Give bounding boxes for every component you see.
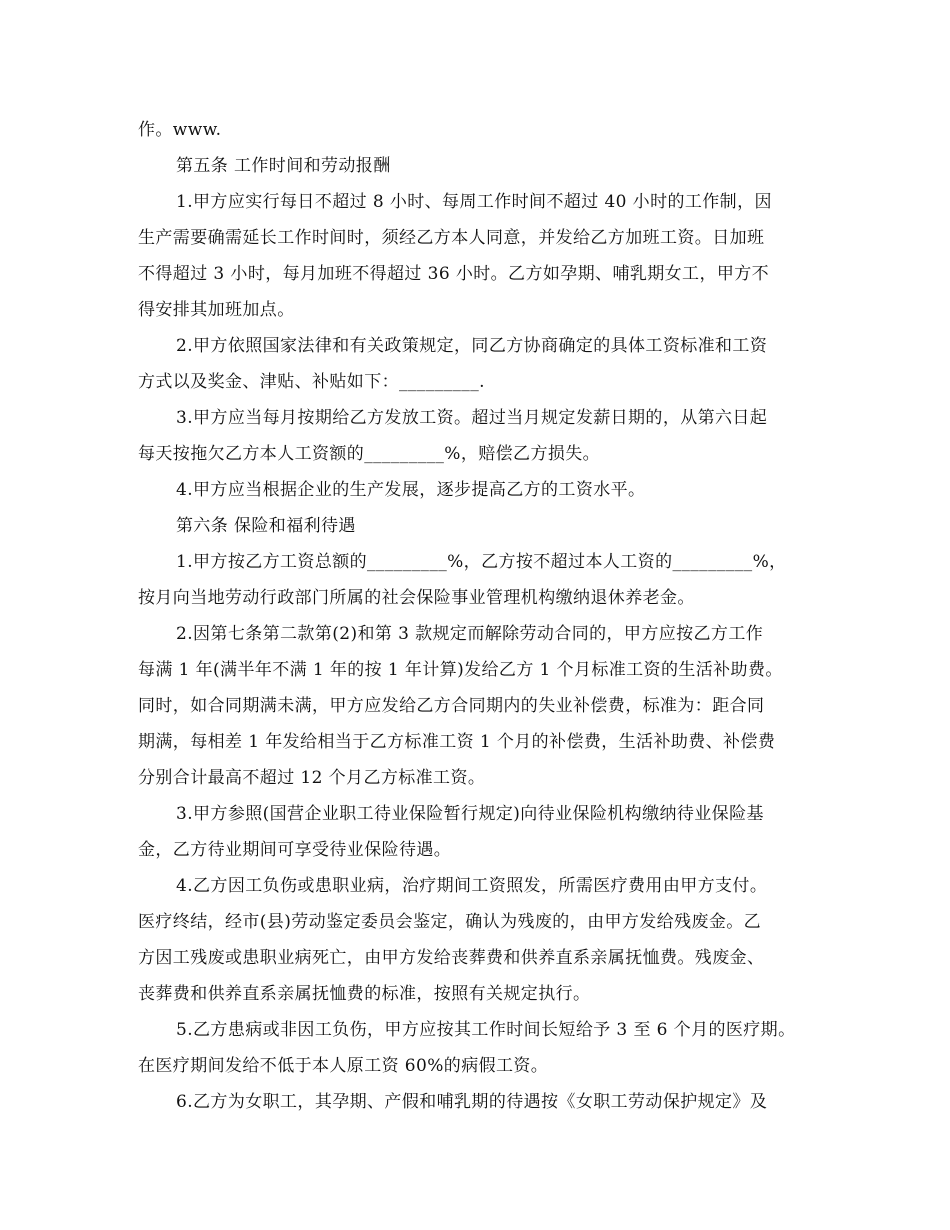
text-line: 得安排其加班加点。 [138,300,295,320]
text-line: 医疗终结，经市(县)劳动鉴定委员会鉴定，确认为残废的，由甲方发给残废金。乙 [138,912,762,932]
document-page [138,112,838,1120]
text-line: 1.甲方按乙方工资总额的_________%，乙方按不超过本人工资的_________%， [176,552,787,572]
text-line: 方因工残废或患职业病死亡，由甲方发给丧葬费和供养直系亲属抚恤费。残废金、 [138,948,765,968]
text-line: 2.甲方依照国家法律和有关政策规定，同乙方协商确定的具体工资标准和工资 [176,336,768,356]
text-line: 4.乙方因工负伤或患职业病，治疗期间工资照发，所需医疗费用由甲方支付。 [176,876,768,896]
text-line: 4.甲方应当根据企业的生产发展，逐步提高乙方的工资水平。 [176,480,646,500]
text-line: 丧葬费和供养直系亲属抚恤费的标准，按照有关规定执行。 [138,984,591,1004]
text-line: 不得超过 3 小时，每月加班不得超过 36 小时。乙方如孕期、哺乳期女工，甲方不 [138,264,770,284]
text-line: 按月向当地劳动行政部门所属的社会保险事业管理机构缴纳退休养老金。 [138,588,695,608]
text-line: 同时，如合同期满未满，甲方应发给乙方合同期内的失业补偿费，标准为：距合同 [138,696,765,716]
section-heading: 第六条 保险和福利待遇 [176,516,356,536]
section-heading: 第五条 工作时间和劳动报酬 [176,156,391,176]
text-line: 3.甲方参照(国营企业职工待业保险暂行规定)向待业保险机构缴纳待业保险基 [176,804,764,824]
text-line: 3.甲方应当每月按期给乙方发放工资。超过当月规定发薪日期的，从第六日起 [176,408,768,428]
text-line: 6.乙方为女职工，其孕期、产假和哺乳期的待遇按《女职工劳动保护规定》及 [176,1092,768,1112]
text-line: 方式以及奖金、津贴、补贴如下：_________. [138,372,485,392]
text-line: 2.因第七条第二款第(2)和第 3 款规定而解除劳动合同的，甲方应按乙方工作 [176,624,764,644]
text-line: 期满，每相差 1 年发给相当于乙方标准工资 1 个月的补偿费，生活补助费、补偿费 [138,732,776,752]
text-line: 金，乙方待业期间可享受待业保险待遇。 [138,840,452,860]
text-line: 生产需要确需延长工作时间时，须经乙方本人同意，并发给乙方加班工资。日加班 [138,228,765,248]
text-line: 作。www. [138,120,222,140]
text-line: 在医疗期间发给不低于本人原工资 60%的病假工资。 [138,1056,549,1076]
text-line: 1.甲方应实行每日不超过 8 小时、每周工作时间不超过 40 小时的工作制，因 [176,192,772,212]
text-line: 每天按拖欠乙方本人工资额的_________%，赔偿乙方损失。 [138,444,601,464]
text-line: 分别合计最高不超过 12 个月乙方标准工资。 [138,768,486,788]
text-line: 5.乙方患病或非因工负伤，甲方应按其工作时间长短给予 3 至 6 个月的医疗期。 [176,1020,796,1040]
text-line: 每满 1 年(满半年不满 1 年的按 1 年计算)发给乙方 1 个月标准工资的生活补助费。 [138,660,783,680]
